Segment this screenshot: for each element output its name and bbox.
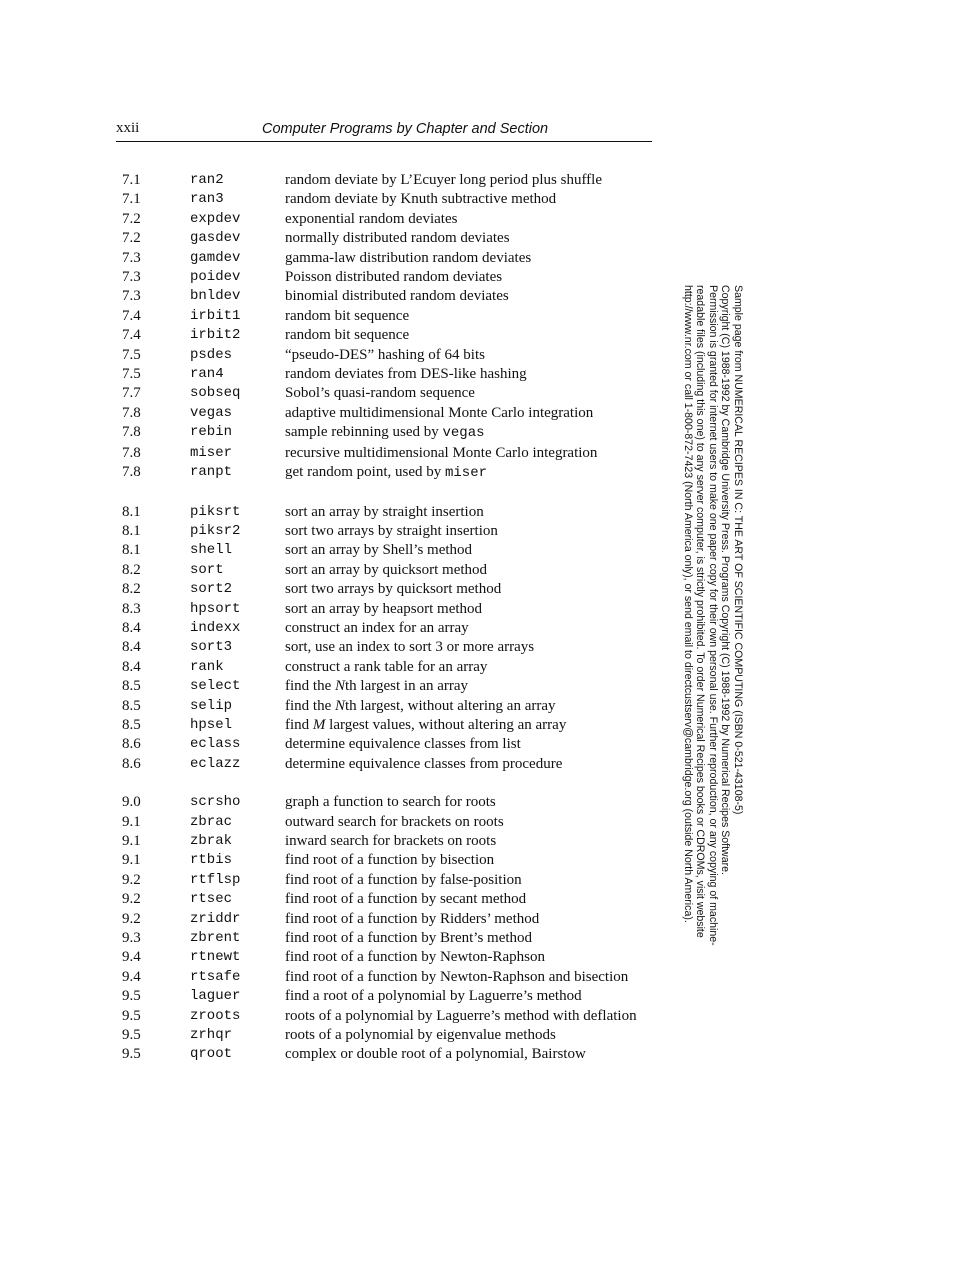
program-description	[285, 268, 660, 287]
program-name: selip	[190, 697, 233, 714]
program-name: rank	[190, 658, 224, 675]
section-number: 8.6	[122, 736, 141, 753]
listing-row	[122, 793, 662, 812]
description-text: inward search for brackets on roots	[285, 833, 497, 849]
listing-row	[122, 735, 662, 754]
description-text: sort an array by straight insertion	[285, 503, 484, 520]
description-text: exponential random deviates	[285, 210, 458, 227]
section-number: 7.4	[122, 307, 141, 324]
section-number: 7.3	[122, 288, 141, 305]
program-description	[285, 987, 660, 1006]
program-description	[285, 190, 660, 209]
section-number: 7.3	[122, 249, 141, 266]
description-text: normally distributed random deviates	[285, 230, 510, 247]
description-text: find root of a function by secant method	[285, 891, 527, 908]
program-description	[285, 229, 660, 248]
description-text: random deviate by L’Ecuyer long period plus shuffle	[285, 172, 603, 188]
program-name: sort2	[190, 581, 233, 598]
description-text: random deviate by Knuth subtractive method	[285, 191, 557, 208]
description-text: construct an index for an array	[285, 619, 469, 636]
program-description	[285, 1045, 660, 1064]
description-text: get random point, used by	[285, 464, 445, 481]
program-name: psdes	[190, 346, 233, 363]
program-name: indexx	[190, 619, 241, 636]
program-name: ran2	[190, 172, 224, 188]
description-text: determine equivalence classes from procedure	[285, 755, 563, 772]
section-number: 7.4	[122, 327, 141, 344]
listing-row	[122, 619, 662, 638]
description-text: find root of a function by Newton-Raphson and bisection	[285, 968, 629, 985]
description-text: sample rebinning used by	[285, 424, 443, 441]
section-number: 8.4	[122, 619, 141, 636]
listing-row	[122, 871, 662, 890]
program-description	[285, 503, 660, 522]
program-name: scrsho	[190, 794, 241, 811]
program-description	[285, 307, 660, 326]
section-number: 9.1	[122, 852, 141, 869]
description-text: find root of a function by Ridders’ method	[285, 910, 540, 927]
program-name: expdev	[190, 210, 241, 227]
description-text: random bit sequence	[285, 307, 410, 324]
section-number: 9.5	[122, 1046, 141, 1063]
program-description	[285, 210, 660, 229]
listing-row	[122, 968, 662, 987]
section-number: 7.1	[122, 191, 141, 208]
description-text: Poisson distributed random deviates	[285, 269, 503, 286]
program-name: zbrac	[190, 813, 233, 830]
section-number: 7.5	[122, 366, 141, 383]
description-text: largest values, without altering an array	[325, 716, 567, 733]
program-description	[285, 968, 660, 987]
program-description	[285, 249, 660, 268]
program-name: rtbis	[190, 852, 233, 869]
description-text: sort an array by quicksort method	[285, 561, 488, 578]
section-number: 7.2	[122, 230, 141, 247]
program-description	[285, 851, 660, 870]
program-description	[285, 658, 660, 677]
listing-row	[122, 365, 662, 384]
description-text: th largest in an array	[345, 678, 469, 695]
program-description	[285, 890, 660, 909]
program-name: gasdev	[190, 230, 241, 247]
program-description	[285, 346, 660, 365]
running-head: Computer Programs by Chapter and Section	[262, 121, 549, 137]
listing-row	[122, 346, 662, 365]
program-name: rtsec	[190, 891, 233, 908]
copyright-side-note	[682, 285, 745, 965]
program-description	[285, 755, 660, 774]
listing-row	[122, 910, 662, 929]
description-text: gamma-law distribution random deviates	[285, 249, 532, 266]
section-number: 9.4	[122, 949, 141, 966]
listing-row	[122, 190, 662, 209]
program-name: ran4	[190, 366, 224, 383]
program-name: hpsort	[190, 600, 241, 617]
description-text: find root of a function by false-position	[285, 871, 522, 888]
section-number: 8.1	[122, 542, 141, 559]
program-name: shell	[190, 542, 233, 559]
description-text: sort an array by Shell’s method	[285, 542, 473, 559]
description-text: random deviates from DES-like hashing	[285, 366, 527, 383]
program-listing	[122, 171, 662, 1084]
program-description	[285, 580, 660, 599]
program-name: irbit1	[190, 307, 241, 324]
program-name: miser	[190, 444, 233, 461]
program-name: rtnewt	[190, 949, 241, 966]
section-number: 7.2	[122, 210, 141, 227]
listing-row	[122, 210, 662, 229]
listing-row	[122, 541, 662, 560]
section-number: 7.5	[122, 346, 141, 363]
program-description	[285, 384, 660, 403]
section-number: 8.6	[122, 755, 141, 772]
listing-row	[122, 307, 662, 326]
program-name: sort	[190, 561, 224, 578]
section-number: 8.5	[122, 716, 141, 733]
description-text: outward search for brackets on roots	[285, 813, 504, 830]
section-number: 7.8	[122, 424, 141, 441]
program-description	[285, 287, 660, 306]
listing-row	[122, 813, 662, 832]
listing-row	[122, 561, 662, 580]
program-description	[285, 638, 660, 657]
section-number: 7.3	[122, 269, 141, 286]
program-description	[285, 561, 660, 580]
description-text: find the	[285, 678, 335, 695]
description-text: N	[335, 678, 346, 695]
program-description	[285, 522, 660, 541]
description-text: sort, use an index to sort 3 or more arrays	[285, 639, 535, 656]
listing-row	[122, 716, 662, 735]
section-number: 9.2	[122, 891, 141, 908]
listing-row	[122, 929, 662, 948]
description-text: find root of a function by Brent’s method	[285, 930, 533, 947]
listing-row	[122, 1026, 662, 1045]
listing-row	[122, 697, 662, 716]
description-text: th largest, without altering an array	[345, 697, 556, 714]
section-number: 8.5	[122, 678, 141, 695]
program-name: ran3	[190, 191, 224, 208]
program-name: qroot	[190, 1046, 233, 1063]
section-number: 9.1	[122, 813, 141, 830]
section-number: 9.1	[122, 833, 141, 849]
listing-row	[122, 229, 662, 248]
program-description	[285, 677, 660, 696]
section-number: 9.5	[122, 988, 141, 1005]
description-text: miser	[444, 465, 487, 482]
side-note-line: Permission is granted for internet users to make one paper copy for their own personal use. Further reproduction, or any copying of machine-	[707, 285, 719, 946]
listing-row	[122, 249, 662, 268]
page-number: xxii	[116, 120, 140, 136]
description-text: find the	[285, 697, 335, 714]
listing-row	[122, 755, 662, 774]
program-description	[285, 716, 660, 735]
program-name: rtsafe	[190, 968, 241, 985]
description-text: Sobol’s quasi-random sequence	[285, 385, 475, 402]
section-number: 8.1	[122, 522, 141, 539]
description-text: sort two arrays by straight insertion	[285, 522, 498, 539]
listing-row	[122, 326, 662, 345]
program-description	[285, 600, 660, 619]
listing-row	[122, 948, 662, 967]
listing-row	[122, 677, 662, 696]
listing-row	[122, 1045, 662, 1064]
description-text: vegas	[442, 425, 485, 442]
program-name: piksr2	[190, 522, 241, 539]
program-description	[285, 1026, 660, 1045]
description-text: roots of a polynomial by eigenvalue methods	[285, 1027, 556, 1044]
section-number: 9.0	[122, 794, 141, 811]
section-number: 9.5	[122, 1007, 141, 1024]
description-text: adaptive multidimensional Monte Carlo integration	[285, 404, 594, 421]
program-description	[285, 541, 660, 560]
listing-row	[122, 638, 662, 657]
program-name: select	[190, 678, 241, 695]
program-description	[285, 871, 660, 890]
program-name: gamdev	[190, 249, 241, 266]
program-name: zroots	[190, 1007, 241, 1024]
listing-row	[122, 404, 662, 423]
program-description	[285, 948, 660, 967]
listing-row	[122, 522, 662, 541]
program-name: laguer	[190, 988, 241, 1005]
program-name: irbit2	[190, 327, 241, 344]
listing-row	[122, 423, 662, 443]
side-note-line: Copyright (C) 1988-1992 by Cambridge University Press. Programs Copyright (C) 1988-1992 by Numerical Recipes Software.	[719, 285, 732, 875]
description-text: find root of a function by Newton-Raphson	[285, 949, 545, 966]
description-text: complex or double root of a polynomial, Bairstow	[285, 1046, 586, 1063]
section-number: 7.7	[122, 385, 141, 402]
program-name: zbrent	[190, 930, 241, 947]
section-number: 7.1	[122, 172, 141, 188]
program-description	[285, 326, 660, 345]
description-text: construct a rank table for an array	[285, 658, 488, 675]
program-description	[285, 832, 660, 851]
listing-row	[122, 851, 662, 870]
program-description	[285, 910, 660, 929]
section-number: 8.4	[122, 639, 141, 656]
description-text: binomial distributed random deviates	[285, 288, 509, 305]
listing-row	[122, 832, 662, 851]
program-name: sobseq	[190, 385, 241, 402]
program-name: piksrt	[190, 503, 241, 520]
program-description	[285, 813, 660, 832]
program-name: rtflsp	[190, 871, 241, 888]
program-name: poidev	[190, 269, 241, 286]
program-description	[285, 444, 660, 463]
description-text: graph a function to search for roots	[285, 794, 496, 811]
section-number: 8.4	[122, 658, 141, 675]
program-name: rebin	[190, 424, 233, 441]
listing-row	[122, 268, 662, 287]
description-text: roots of a polynomial by Laguerre’s method with deflation	[285, 1007, 637, 1024]
description-text: find	[285, 716, 313, 733]
program-name: zbrak	[190, 833, 233, 849]
section-number: 9.2	[122, 910, 141, 927]
listing-row	[122, 600, 662, 619]
program-description	[285, 793, 660, 812]
section-number: 8.2	[122, 561, 141, 578]
description-text: random bit sequence	[285, 327, 410, 344]
listing-row	[122, 444, 662, 463]
description-text: “pseudo-DES” hashing of 64 bits	[285, 346, 485, 363]
listing-group	[122, 793, 662, 1065]
program-description	[285, 1007, 660, 1026]
program-name: eclazz	[190, 755, 241, 772]
section-number: 7.8	[122, 464, 141, 481]
listing-row	[122, 384, 662, 403]
program-description	[285, 463, 660, 483]
program-name: zrhqr	[190, 1027, 233, 1044]
description-text: determine equivalence classes from list	[285, 736, 521, 753]
listing-row	[122, 171, 662, 190]
program-description	[285, 735, 660, 754]
program-name: bnldev	[190, 288, 241, 305]
section-number: 7.8	[122, 444, 141, 461]
description-text: find a root of a polynomial by Laguerre’s method	[285, 988, 582, 1005]
section-number: 9.4	[122, 968, 141, 985]
listing-group	[122, 171, 662, 484]
program-name: zriddr	[190, 910, 241, 927]
description-text: N	[335, 697, 346, 714]
listing-row	[122, 658, 662, 677]
program-name: ranpt	[190, 464, 233, 481]
listing-row	[122, 1007, 662, 1026]
section-number: 8.5	[122, 697, 141, 714]
listing-row	[122, 580, 662, 599]
listing-row	[122, 987, 662, 1006]
section-number: 9.2	[122, 871, 141, 888]
program-description	[285, 365, 660, 384]
section-number: 9.3	[122, 930, 141, 947]
description-text: sort an array by heapsort method	[285, 600, 483, 617]
program-name: sort3	[190, 639, 233, 656]
description-text: sort two arrays by quicksort method	[285, 581, 502, 598]
program-description	[285, 619, 660, 638]
listing-group	[122, 503, 662, 775]
program-name: eclass	[190, 736, 241, 753]
listing-row	[122, 287, 662, 306]
section-number: 7.8	[122, 404, 141, 421]
program-description	[285, 171, 660, 190]
section-number: 8.2	[122, 581, 141, 598]
listing-row	[122, 463, 662, 483]
listing-row	[122, 503, 662, 522]
listing-row	[122, 890, 662, 909]
side-note-line: readable files (including this one) to any server computer, is strictly prohibited. To order Numerical Recipes books or CDROMs, visit website	[694, 285, 707, 938]
program-description	[285, 423, 660, 443]
header-rule	[116, 141, 652, 142]
side-note-line: Sample page from NUMERICAL RECIPES IN C: THE ART OF SCIENTIFIC COMPUTING (ISBN 0-521-43108-5)	[732, 285, 744, 815]
program-description	[285, 929, 660, 948]
section-number: 8.1	[122, 503, 141, 520]
program-description	[285, 697, 660, 716]
section-number: 8.3	[122, 600, 141, 617]
section-number: 9.5	[122, 1027, 141, 1044]
description-text: find root of a function by bisection	[285, 852, 495, 869]
description-text: M	[312, 716, 326, 733]
program-name: hpsel	[190, 716, 233, 733]
description-text: recursive multidimensional Monte Carlo integration	[285, 444, 598, 461]
side-note-line: http://www.nr.com or call 1-800-872-7423 (North America only), or send email to directcustserv@cambridge.org (outside North America).	[682, 285, 694, 923]
program-description	[285, 404, 660, 423]
program-name: vegas	[190, 404, 233, 421]
